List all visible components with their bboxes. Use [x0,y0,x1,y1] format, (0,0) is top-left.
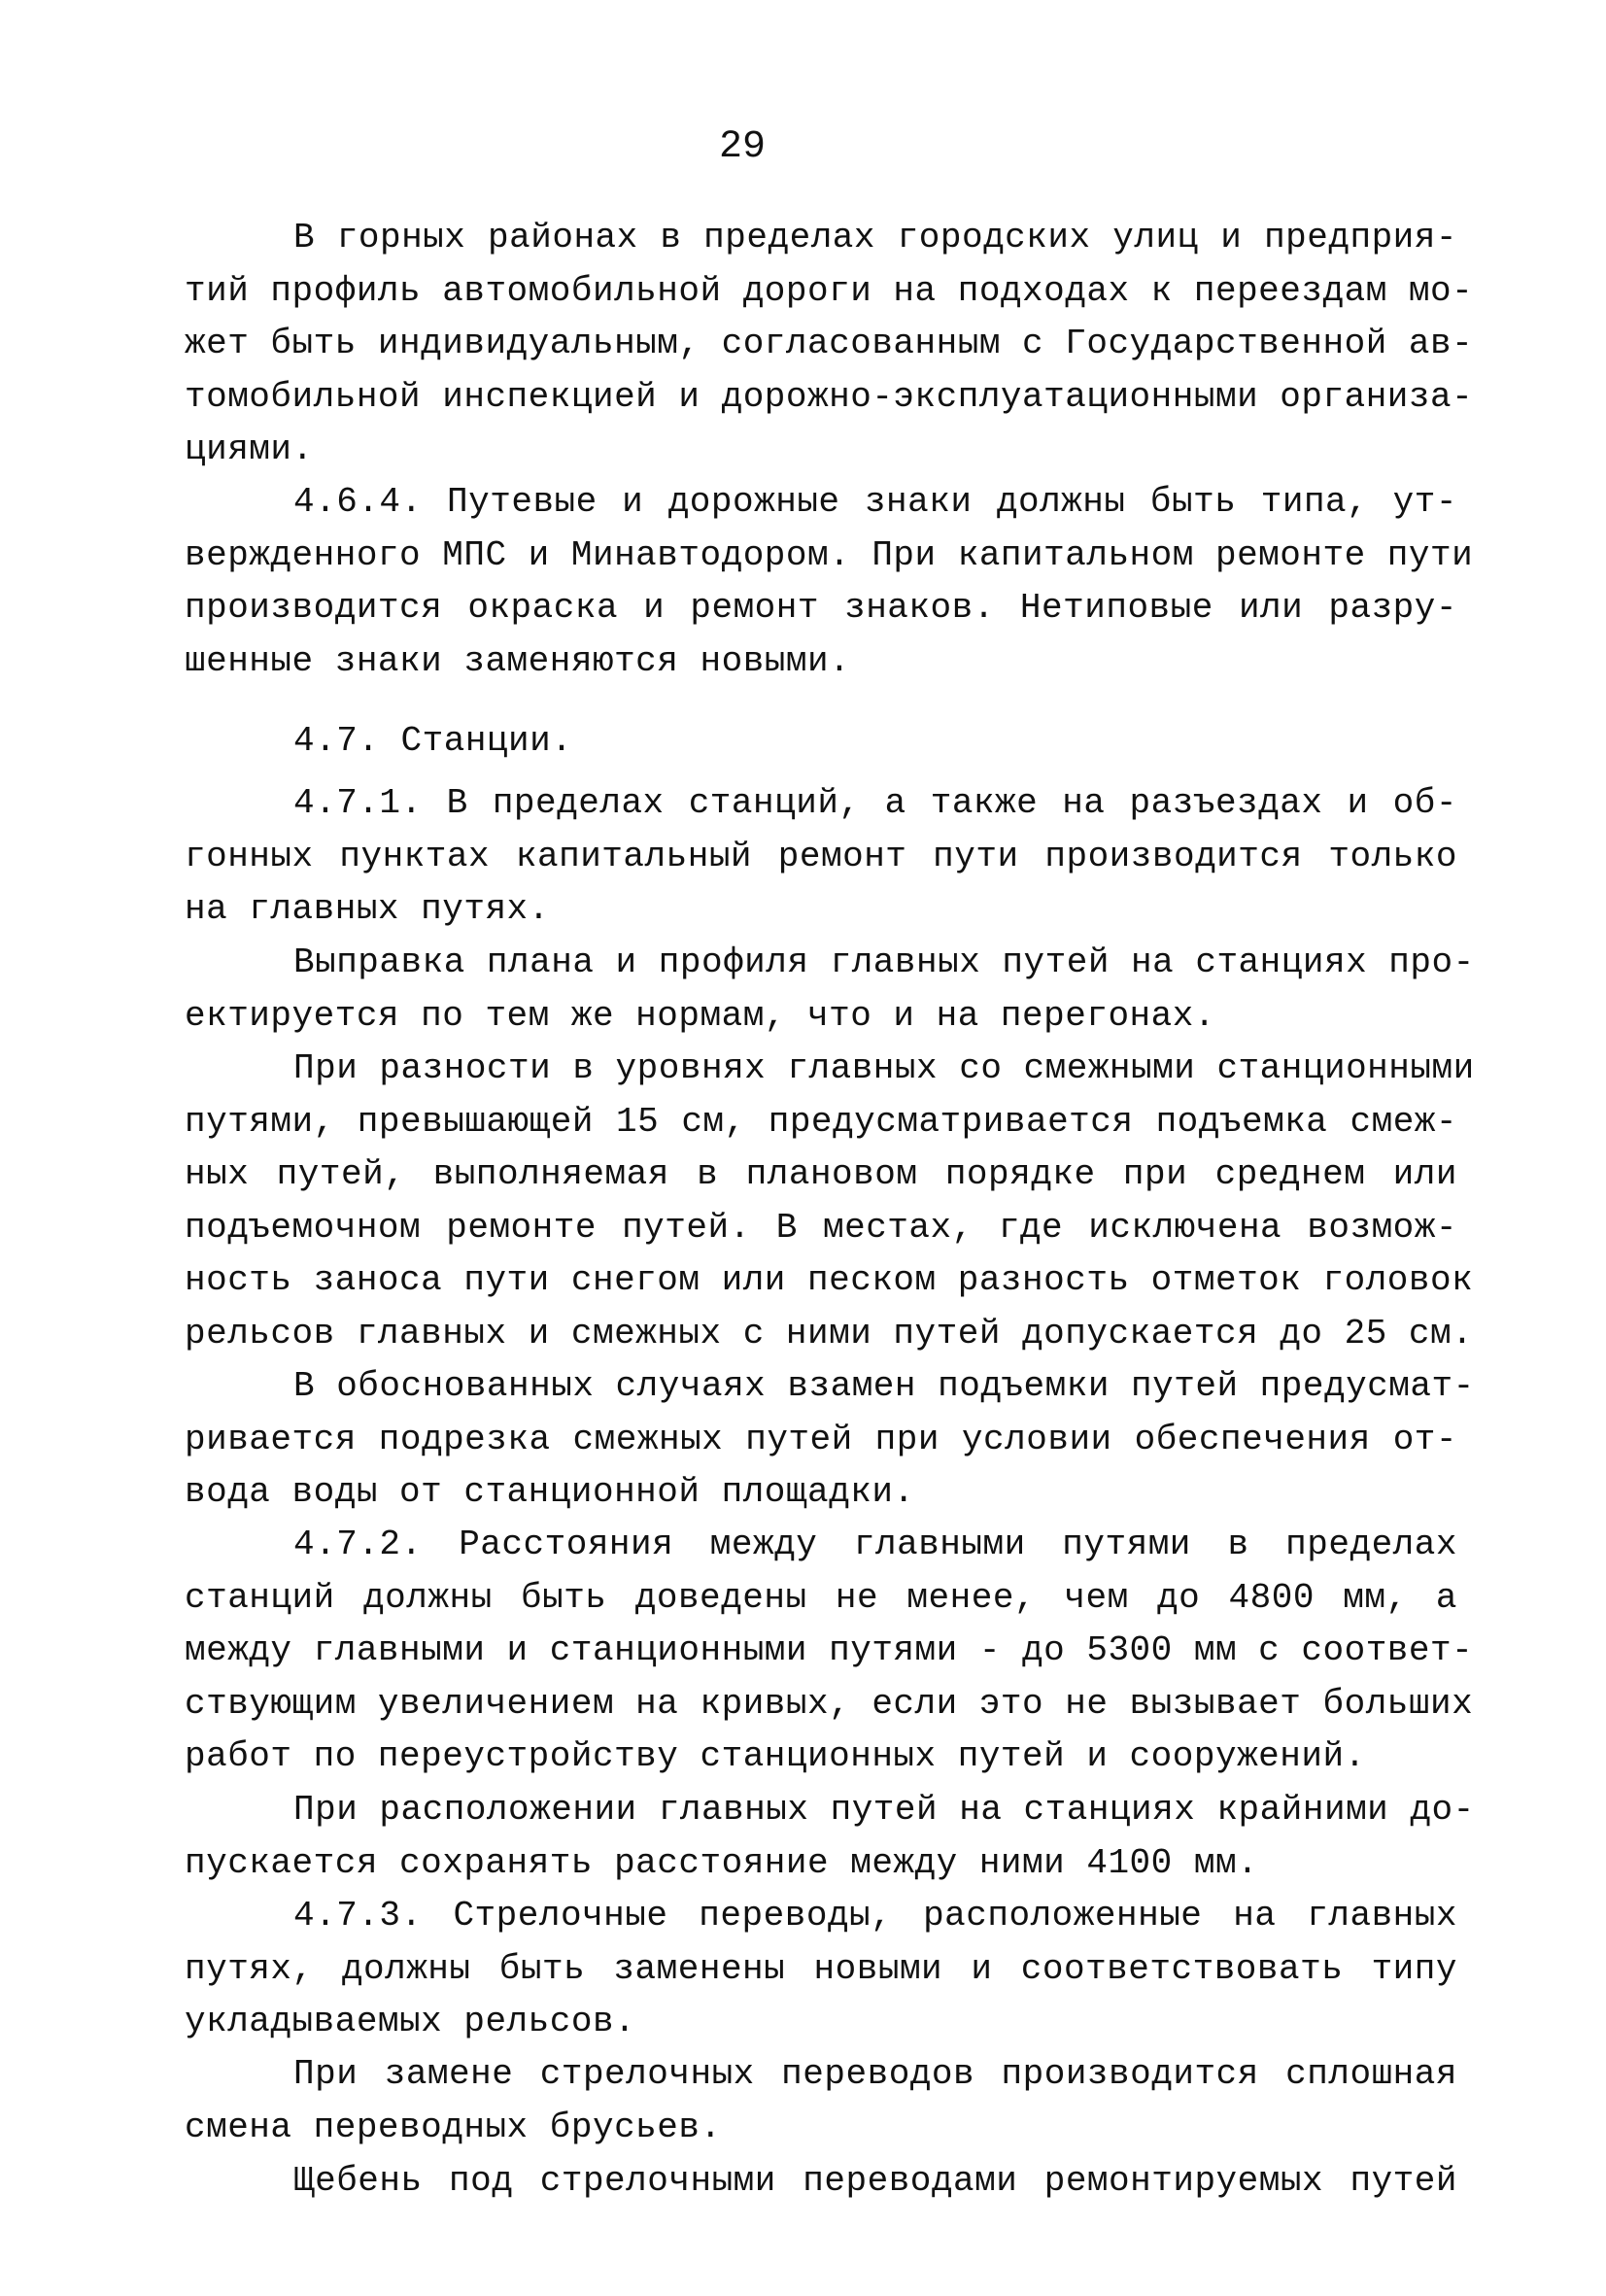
text-line: При замене стрелочных переводов производится сплошная [293,2054,1457,2094]
text-line: путями, превышающей 15 см, предусматривается подъемка смеж- [185,1101,1457,1142]
paragraph [185,476,1474,688]
text-line: Выправка плана и профиля главных путей на станциях про- [293,942,1475,982]
text-line: подъемочном ремонте путей. В местах, где исключена возмож- [185,1207,1457,1248]
text-line: на главных путях. [185,889,550,929]
text-line: рельсов главных и смежных с ними путей допускается до 25 см. [185,1313,1474,1354]
text-line: Щебень под стрелочными переводами ремонтируемых путей [293,2161,1457,2201]
text-line: 4.7.2. Расстояния между главными путями в пределах [293,1525,1457,1564]
text-line: ствующим увеличением на кривых, если это не вызывает больших [185,1683,1474,1724]
text-line: производится окраска и ремонт знаков. Нетиповые или разру- [185,588,1457,628]
text-line: циями. [185,429,314,469]
text-line: станций должны быть доведены не менее, чем до 4800 мм, а [185,1577,1457,1618]
text-line: 4.7.1. В пределах станций, а также на разъездах и об- [293,783,1457,823]
paragraph [185,2155,1457,2209]
paragraph [185,777,1457,937]
text-line: При расположении главных путей на станциях крайними до- [293,1790,1475,1830]
text-line: пускается сохранять расстояние между ними 4100 мм. [185,1842,1259,1883]
text-line: укладываемых рельсов. [185,2002,636,2041]
text-line: вода воды от станционной площадки. [185,1472,915,1512]
text-line: работ по переустройству станционных путей и сооружений. [185,1736,1366,1776]
text-line: ных путей, выполняемая в плановом порядке при среднем или [185,1154,1457,1194]
text-line: жет быть индивидуальным, согласованным с Государственной ав- [185,324,1474,363]
text-line: При разности в уровнях главных со смежными станционными [293,1048,1475,1088]
page-number: 29 [719,125,767,169]
text-line: 4.7. Станции. [293,721,573,761]
text-line: В горных районах в пределах городских улиц и предприя- [293,218,1457,257]
paragraph [185,937,1475,1043]
text-line: шенные знаки заменяются новыми. [185,640,851,681]
text-line: ривается подрезка смежных путей при условии обеспечения от- [185,1419,1457,1459]
text-line: вержденного МПС и Минавтодором. При капитальном ремонте пути [185,534,1474,575]
text-line: гонных пунктах капитальный ремонт пути производится только [185,836,1457,876]
text-line: ность заноса пути снегом или песком разность отметок головок [185,1260,1474,1300]
text-line: между главными и станционными путями - до 5300 мм с соответ- [185,1630,1474,1670]
text-line: 4.7.3. Стрелочные переводы, расположенные на главных [293,1896,1457,1936]
text-line: тий профиль автомобильной дороги на подходах к переездам мо- [185,270,1474,311]
text-line: смена переводных брусьев. [185,2107,722,2147]
paragraph [185,2048,1457,2154]
paragraph [185,1784,1475,1890]
paragraph [185,1890,1457,2049]
text-line: путях, должны быть заменены новыми и соответствовать типу [185,1948,1457,1989]
text-line: ектируется по тем же нормам, что и на перегонах. [185,995,1215,1036]
text-line: томобильной инспекцией и дорожно-эксплуатационными организа- [185,376,1474,417]
paragraph [185,1360,1475,1520]
paragraph [185,1043,1475,1360]
paragraph [185,1519,1474,1784]
paragraph [185,212,1474,477]
section-heading [185,715,1457,769]
text-line: В обоснованных случаях взамен подъемки путей предусмат- [293,1366,1475,1406]
text-line: 4.6.4. Путевые и дорожные знаки должны быть типа, ут- [293,482,1457,522]
